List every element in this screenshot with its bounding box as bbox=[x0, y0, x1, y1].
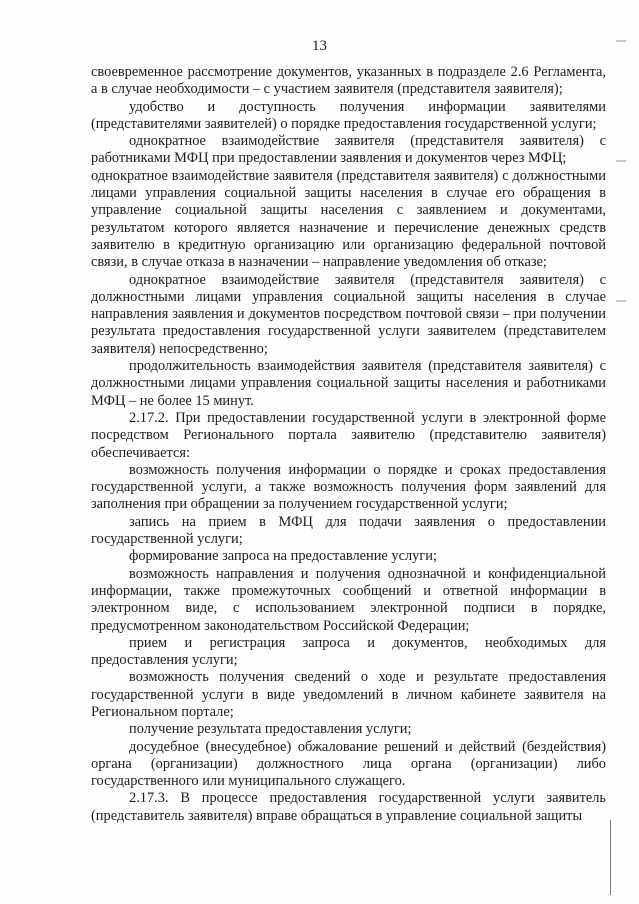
paragraph: своевременное рассмотрение документов, указанных в подразделе 2.6 Регламента, а в случае необходимости – с участием заявителя (представителя заявителя); bbox=[91, 64, 606, 98]
document-body bbox=[91, 64, 606, 825]
scan-edge-mark bbox=[616, 160, 626, 162]
scan-edge-mark bbox=[616, 40, 626, 42]
paragraph: возможность получения сведений о ходе и результате предоставления государственной услуги в виде уведомлений в личном кабинете заявителя на Региональном портале; bbox=[91, 669, 606, 720]
paragraph: формирование запроса на предоставление услуги; bbox=[129, 548, 437, 565]
paragraph: досудебное (внесудебное) обжалование решений и действий (бездействия) органа (организации) должностного лица органа (организации) либо государственного или муниципального служащего. bbox=[91, 738, 606, 790]
scan-edge-line bbox=[610, 820, 611, 895]
paragraph: 2.17.2. При предоставлении государственной услуги в электронной форме посредством Регионального портала заявителю (представителю заявителя) обеспечивается: bbox=[91, 409, 606, 461]
paragraph: возможность направления и получения однозначной и конфиденциальной информации, также промежуточных сообщений и ответной информации в электронном виде, с использованием электронной подписи в порядке, предусмотренном законодательством Российской Федерации; bbox=[91, 565, 606, 634]
paragraph: однократное взаимодействие заявителя (представителя заявителя) с должностными лицами управления социальной защиты населения в случае направления заявления и документов посредством почтовой связи – при получении результата предоставления государственной услуги заявителем (представителем заявителя) непосредственно; bbox=[91, 271, 606, 357]
paragraph: однократное взаимодействие заявителя (представителя заявителя) с работниками МФЦ при предоставлении заявления и документов через МФЦ; bbox=[91, 133, 606, 167]
paragraph: запись на прием в МФЦ для подачи заявления о предоставлении государственной услуги; bbox=[91, 513, 606, 548]
paragraph: возможность получения информации о порядке и сроках предоставления государственной услуги, а также возможность получения форм заявлений для заполнения при обращении за получением государственной услуги; bbox=[91, 461, 606, 513]
paragraph: удобство и доступность получения информации заявителями (представителями заявителей) о порядке предоставления государственной услуги; bbox=[91, 98, 606, 132]
page-number: 13 bbox=[312, 38, 327, 54]
paragraph: продолжительность взаимодействия заявителя (представителя заявителя) с должностными лицами управления социальной защиты населения и работниками МФЦ – не более 15 минут. bbox=[91, 358, 606, 409]
paragraph: 2.17.3. В процессе предоставления государственной услуги заявитель (представитель заявителя) вправе обращаться в управление социальной защиты bbox=[91, 790, 606, 824]
paragraph: однократное взаимодействие заявителя (представителя заявителя) с должностными лицами управления социальной защиты населения в случае его обращения в управление социальной защиты населения с заявлением и документами, результатом которого является назначение и перечисление денежных средств заявителю в кредитную организацию или организацию федеральной почтовой связи, в случае отказа в назначении – направление уведомления об отказе; bbox=[91, 167, 606, 271]
paragraph: получение результата предоставления услуги; bbox=[129, 721, 412, 738]
scan-edge-mark bbox=[616, 300, 626, 302]
paragraph: прием и регистрация запроса и документов, необходимых для предоставления услуги; bbox=[91, 634, 606, 669]
